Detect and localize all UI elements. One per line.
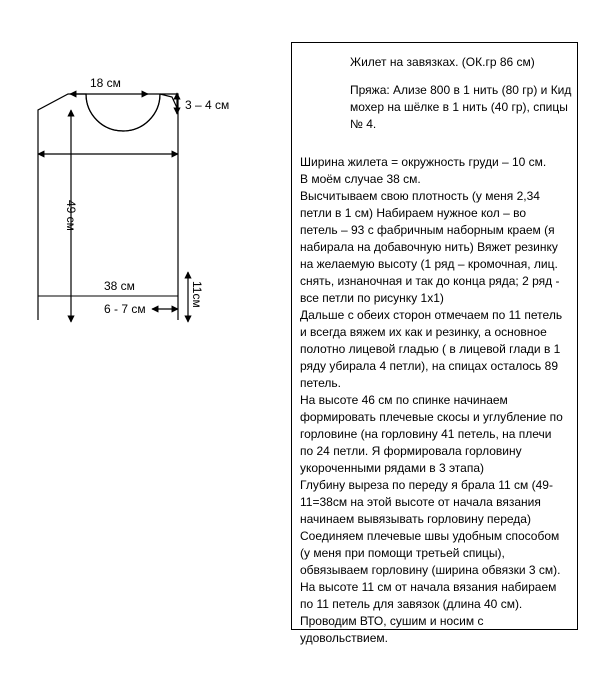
text-line: Дальше с обеих сторон отмечаем по 11 петель — [300, 308, 563, 322]
text-line: Соединяем плечевые швы удобным способом — [300, 529, 560, 543]
text-line: 11=38см на этой высоте от начала вязания — [300, 495, 541, 509]
neck-depth-label: 3 – 4 см — [185, 98, 230, 112]
yarn-line: № 4. — [350, 117, 377, 131]
text-line: ряду убирала 4 петли), на спицах осталось 89 — [300, 359, 558, 373]
text-line: все петли по рисунку 1х1) — [300, 291, 444, 305]
neck-width-label: 18 см — [90, 76, 121, 90]
text-line: Глубину выреза по переду я брала 11 см (49- — [300, 478, 553, 492]
text-line: снять, изнаночная и так до конца ряда; 2 ряд - — [300, 274, 560, 288]
tie-width-label: 6 - 7 см — [104, 302, 146, 316]
text-line: по 24 петли. Я формировала горловину — [300, 444, 522, 458]
text-line: петель – 93 с фабричным наборным краем (я — [300, 223, 555, 237]
text-line: укороченными рядами в 3 этапа) — [300, 461, 485, 475]
text-line: на желаемую высоту (1 ряд – кромочная, лиц. — [300, 257, 558, 271]
text-line: набирала на добавочную нить) Вяжет резинку — [300, 240, 558, 254]
text-line: и всегда вяжем их как и резинку, а основное — [300, 325, 547, 339]
rib-height-label: 11см — [190, 281, 204, 308]
title-line: Жилет на завязках. (ОК.гр 86 см) — [350, 55, 535, 69]
text-line: Высчитываем свою плотность (у меня 2,34 — [300, 189, 540, 203]
text-line: На высоте 11 см от начала вязания набираем — [300, 580, 557, 594]
text-line: полотно лицевой гладью ( в лицевой глади в 1 — [300, 342, 561, 356]
text-line: петель. — [300, 376, 341, 390]
text-line: На высоте 46 см по спинке начинаем — [300, 393, 508, 407]
neckline-curve — [86, 94, 160, 131]
width-label: 38 см — [104, 279, 135, 293]
text-line: петли в 1 см) Набираем нужное кол – во — [300, 206, 527, 220]
text-line: формировать плечевые скосы и углубление по — [300, 410, 563, 424]
text-line: Ширина жилета = окружность груди – 10 см. — [300, 155, 547, 169]
text-line: удовольствием. — [300, 631, 389, 645]
text-line: по 11 петель для завязок (длина 40 см). — [300, 597, 523, 611]
text-line: обвязываем горловину (ширина обвязки 3 см). — [300, 563, 561, 577]
shoulder-slope-right — [160, 94, 178, 110]
height-label: 49 см — [64, 200, 78, 231]
text-line: В моём случае 38 см. — [300, 172, 421, 186]
text-line: начинаем вывязывать горловину переда) — [300, 512, 531, 526]
text-line: Проводим ВТО, сушим и носим с — [300, 614, 484, 628]
text-line: (у меня при помощи третьей спицы), — [300, 546, 505, 560]
yarn-line: мохер на шёлке в 1 нить (40 гр), спицы — [350, 100, 568, 114]
instructions-box — [291, 42, 578, 645]
yarn-line: Пряжа: Ализе 800 в 1 нить (80 гр) и Кид — [350, 83, 572, 97]
text-line: горловине (на горловину 41 петель, на плечи — [300, 427, 552, 441]
garment-schematic — [0, 0, 290, 340]
